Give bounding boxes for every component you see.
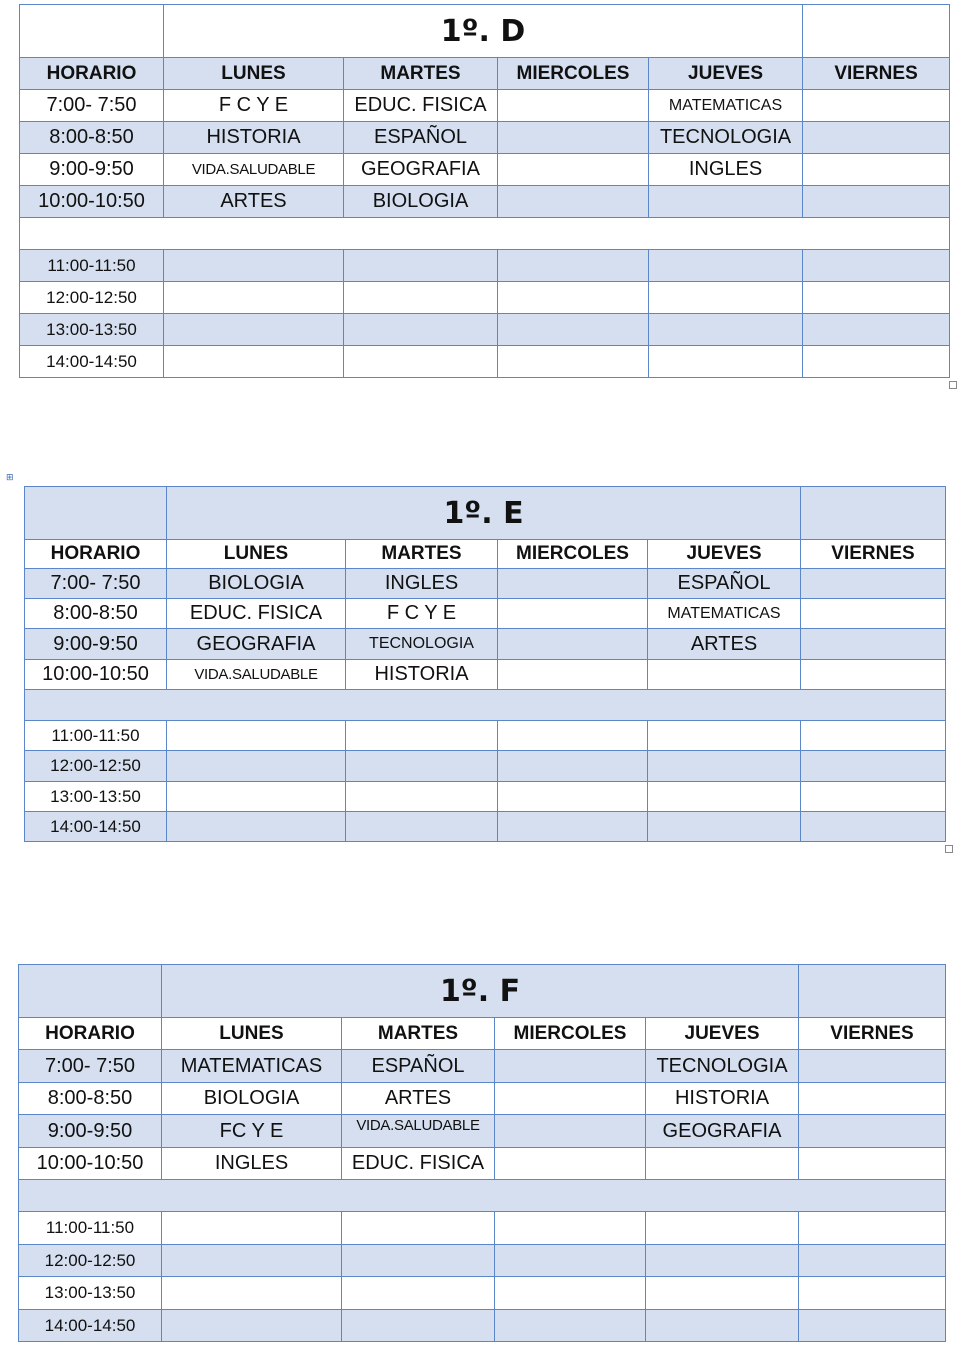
subject-cell[interactable] [498,660,648,690]
empty-cell[interactable] [342,1277,495,1310]
horario-header[interactable]: HORARIO [25,540,167,569]
subject-cell[interactable] [803,154,950,186]
time-cell[interactable]: 12:00-12:50 [25,751,167,782]
subject-cell[interactable]: ARTES [342,1083,495,1115]
day-header-miercoles[interactable]: MIERCOLES [498,58,649,90]
subject-cell[interactable]: MATEMATICAS [162,1050,342,1083]
empty-cell[interactable] [344,282,498,314]
empty-cell[interactable] [498,751,648,782]
subject-cell[interactable]: BIOLOGIA [167,569,346,599]
empty-cell[interactable] [342,1310,495,1342]
empty-cell[interactable] [346,782,498,812]
day-header-viernes[interactable]: VIERNES [799,1018,946,1050]
subject-cell[interactable] [495,1050,646,1083]
empty-cell[interactable] [167,782,346,812]
subject-cell[interactable] [648,660,801,690]
empty-cell[interactable] [498,782,648,812]
time-cell[interactable]: 13:00-13:50 [25,782,167,812]
empty-cell[interactable] [164,346,344,378]
time-cell[interactable]: 13:00-13:50 [20,314,164,346]
subject-cell[interactable]: TECNOLOGIA [346,629,498,660]
empty-cell[interactable] [649,282,803,314]
empty-cell[interactable] [799,1310,946,1342]
empty-cell[interactable] [498,346,649,378]
empty-cell[interactable] [495,1212,646,1245]
break-row[interactable] [20,218,950,250]
empty-cell[interactable] [649,346,803,378]
time-cell[interactable]: 11:00-11:50 [25,721,167,751]
subject-cell[interactable] [498,154,649,186]
subject-cell[interactable] [498,90,649,122]
subject-cell[interactable] [495,1083,646,1115]
subject-cell[interactable]: ESPAÑOL [344,122,498,154]
subject-cell[interactable]: ARTES [164,186,344,218]
blank-title-cell[interactable] [803,5,950,58]
time-cell[interactable]: 9:00-9:50 [25,629,167,660]
time-cell[interactable]: 10:00-10:50 [25,660,167,690]
subject-cell[interactable]: ESPAÑOL [342,1050,495,1083]
day-header-martes[interactable]: MARTES [342,1018,495,1050]
empty-cell[interactable] [495,1245,646,1277]
subject-cell[interactable]: HISTORIA [164,122,344,154]
empty-cell[interactable] [162,1245,342,1277]
empty-cell[interactable] [344,346,498,378]
subject-cell[interactable] [498,569,648,599]
time-cell[interactable]: 14:00-14:50 [20,346,164,378]
subject-cell[interactable]: HISTORIA [646,1083,799,1115]
day-header-lunes[interactable]: LUNES [167,540,346,569]
empty-cell[interactable] [495,1310,646,1342]
break-row[interactable] [25,690,946,721]
subject-cell[interactable]: VIDA.SALUDABLE [164,154,344,186]
subject-cell[interactable]: VIDA.SALUDABLE [342,1115,495,1148]
empty-cell[interactable] [649,250,803,282]
day-header-miercoles[interactable]: MIERCOLES [498,540,648,569]
subject-cell[interactable] [498,629,648,660]
empty-cell[interactable] [342,1245,495,1277]
empty-cell[interactable] [646,1212,799,1245]
subject-cell[interactable]: F C Y E [346,599,498,629]
subject-cell[interactable]: FC Y E [162,1115,342,1148]
blank-title-cell[interactable] [801,487,946,540]
empty-cell[interactable] [799,1277,946,1310]
empty-cell[interactable] [801,782,946,812]
day-header-martes[interactable]: MARTES [344,58,498,90]
empty-cell[interactable] [803,314,950,346]
empty-cell[interactable] [799,1212,946,1245]
subject-cell[interactable] [799,1148,946,1180]
empty-cell[interactable] [167,751,346,782]
empty-cell[interactable] [164,250,344,282]
empty-cell[interactable] [646,1310,799,1342]
blank-title-cell[interactable] [799,965,946,1018]
time-cell[interactable]: 9:00-9:50 [19,1115,162,1148]
empty-cell[interactable] [498,282,649,314]
day-header-jueves[interactable]: JUEVES [648,540,801,569]
day-header-jueves[interactable]: JUEVES [649,58,803,90]
empty-cell[interactable] [801,751,946,782]
empty-cell[interactable] [498,812,648,842]
empty-cell[interactable] [346,721,498,751]
time-cell[interactable]: 10:00-10:50 [20,186,164,218]
time-cell[interactable]: 8:00-8:50 [19,1083,162,1115]
subject-cell[interactable] [799,1083,946,1115]
empty-cell[interactable] [648,721,801,751]
empty-cell[interactable] [648,782,801,812]
day-header-jueves[interactable]: JUEVES [646,1018,799,1050]
subject-cell[interactable]: VIDA.SALUDABLE [167,660,346,690]
subject-cell[interactable] [799,1050,946,1083]
subject-cell[interactable] [801,599,946,629]
horario-header[interactable]: HORARIO [20,58,164,90]
empty-cell[interactable] [162,1212,342,1245]
empty-cell[interactable] [346,812,498,842]
subject-cell[interactable]: GEOGRAFIA [646,1115,799,1148]
subject-cell[interactable]: EDUC. FISICA [342,1148,495,1180]
empty-cell[interactable] [162,1310,342,1342]
time-cell[interactable]: 11:00-11:50 [20,250,164,282]
subject-cell[interactable]: BIOLOGIA [344,186,498,218]
subject-cell[interactable]: BIOLOGIA [162,1083,342,1115]
time-cell[interactable]: 8:00-8:50 [20,122,164,154]
empty-cell[interactable] [498,721,648,751]
subject-cell[interactable]: GEOGRAFIA [167,629,346,660]
empty-cell[interactable] [167,812,346,842]
empty-cell[interactable] [801,721,946,751]
empty-cell[interactable] [646,1245,799,1277]
subject-cell[interactable] [801,629,946,660]
subject-cell[interactable] [649,186,803,218]
subject-cell[interactable]: EDUC. FISICA [167,599,346,629]
time-cell[interactable]: 11:00-11:50 [19,1212,162,1245]
empty-cell[interactable] [803,282,950,314]
subject-cell[interactable] [799,1115,946,1148]
subject-cell[interactable] [803,90,950,122]
class-title[interactable]: 1º. F [162,965,799,1018]
table-resize-handle[interactable] [945,845,953,853]
empty-cell[interactable] [346,751,498,782]
subject-cell[interactable] [803,122,950,154]
empty-cell[interactable] [799,1245,946,1277]
subject-cell[interactable]: INGLES [162,1148,342,1180]
empty-cell[interactable] [803,346,950,378]
schedule-table-1d [19,4,950,378]
subject-cell[interactable]: EDUC. FISICA [344,90,498,122]
time-cell[interactable]: 13:00-13:50 [19,1277,162,1310]
empty-cell[interactable] [162,1277,342,1310]
time-cell[interactable]: 12:00-12:50 [20,282,164,314]
time-cell[interactable]: 10:00-10:50 [19,1148,162,1180]
empty-cell[interactable] [164,314,344,346]
schedule-table-1e [24,486,946,842]
empty-cell[interactable] [498,250,649,282]
empty-cell[interactable] [342,1212,495,1245]
day-header-lunes[interactable]: LUNES [162,1018,342,1050]
subject-cell[interactable] [495,1148,646,1180]
empty-cell[interactable] [344,250,498,282]
subject-cell[interactable]: HISTORIA [346,660,498,690]
time-cell[interactable]: 7:00- 7:50 [19,1050,162,1083]
day-header-viernes[interactable]: VIERNES [801,540,946,569]
horario-header[interactable]: HORARIO [19,1018,162,1050]
time-cell[interactable]: 14:00-14:50 [19,1310,162,1342]
empty-cell[interactable] [648,751,801,782]
subject-cell[interactable]: TECNOLOGIA [649,122,803,154]
empty-cell[interactable] [803,250,950,282]
subject-cell[interactable]: ARTES [648,629,801,660]
subject-cell[interactable]: TECNOLOGIA [646,1050,799,1083]
schedule-table-1f [18,964,946,1342]
subject-cell[interactable]: INGLES [346,569,498,599]
empty-cell[interactable] [646,1277,799,1310]
subject-cell[interactable]: MATEMATICAS [649,90,803,122]
class-title[interactable]: 1º. D [164,5,803,58]
blank-corner-cell[interactable] [25,487,167,540]
table-resize-handle[interactable] [949,381,957,389]
subject-cell[interactable] [498,122,649,154]
time-cell[interactable]: 8:00-8:50 [25,599,167,629]
subject-cell[interactable] [646,1148,799,1180]
subject-cell[interactable]: F C Y E [164,90,344,122]
subject-cell[interactable] [803,186,950,218]
time-cell[interactable]: 9:00-9:50 [20,154,164,186]
empty-cell[interactable] [648,812,801,842]
time-cell[interactable]: 12:00-12:50 [19,1245,162,1277]
subject-cell[interactable]: GEOGRAFIA [344,154,498,186]
subject-cell[interactable] [801,660,946,690]
time-cell[interactable]: 7:00- 7:50 [20,90,164,122]
day-header-lunes[interactable]: LUNES [164,58,344,90]
empty-cell[interactable] [344,314,498,346]
subject-cell[interactable]: INGLES [649,154,803,186]
subject-cell[interactable] [801,569,946,599]
break-row[interactable] [19,1180,946,1212]
class-title[interactable]: 1º. E [167,487,801,540]
empty-cell[interactable] [649,314,803,346]
time-cell[interactable]: 14:00-14:50 [25,812,167,842]
subject-cell[interactable] [495,1115,646,1148]
blank-corner-cell[interactable] [20,5,164,58]
day-header-miercoles[interactable]: MIERCOLES [495,1018,646,1050]
time-cell[interactable]: 7:00- 7:50 [25,569,167,599]
empty-cell[interactable] [167,721,346,751]
blank-corner-cell[interactable] [19,965,162,1018]
subject-cell[interactable]: MATEMATICAS [648,599,801,629]
empty-cell[interactable] [801,812,946,842]
empty-cell[interactable] [495,1277,646,1310]
subject-cell[interactable]: ESPAÑOL [648,569,801,599]
subject-cell[interactable] [498,186,649,218]
day-header-viernes[interactable]: VIERNES [803,58,950,90]
empty-cell[interactable] [164,282,344,314]
subject-cell[interactable] [498,599,648,629]
empty-cell[interactable] [498,314,649,346]
move-handle-icon[interactable]: ⊞ [6,472,14,482]
day-header-martes[interactable]: MARTES [346,540,498,569]
